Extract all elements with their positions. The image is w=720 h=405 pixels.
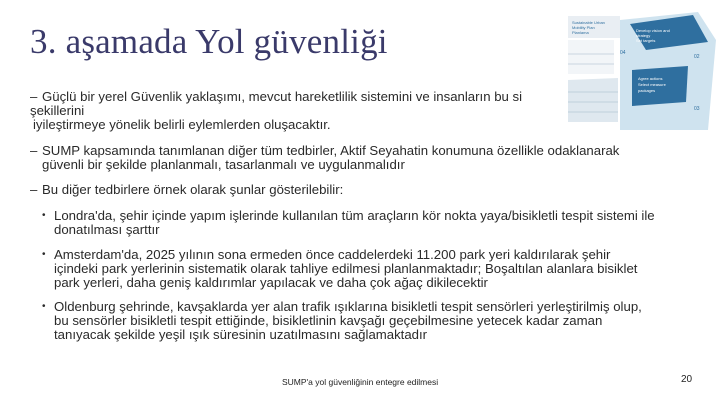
paragraph-line: iyileştirmeye yönelik belirli eylemlerden oluşacaktır. [33, 117, 331, 132]
paragraph-2 [30, 144, 619, 172]
bullet-line: donatılması şarttır [54, 222, 160, 237]
diagram-item-2: strategy [636, 33, 651, 38]
bullet-line: tanıyacak şekilde yeşil ışık süresinin uzatılmasını sağlamaktadır [54, 327, 428, 342]
diagram-center-title-2: Mobility Plan [572, 25, 595, 30]
bullet-line: Londra'da, şehir içinde yapım işlerinde kullanılan tüm araçların kör nokta yaya/bisikletli tespit sistemi ile [54, 208, 655, 223]
dash-marker: – [30, 89, 38, 104]
sump-cycle-diagram [548, 10, 716, 132]
diagram-number-3: 03 [694, 106, 700, 112]
bullet-oldenburg [42, 300, 702, 342]
diagram-center-title-3: Planlama [572, 30, 589, 35]
bullet-amsterdam [42, 248, 702, 290]
diagram-number-1: 04 [620, 50, 626, 56]
bullet-line: Amsterdam'da, 2025 yılının sona ermeden önce caddelerdeki 11.200 park yeri kaldırılarak şehir [54, 247, 611, 262]
slide-title: 3. aşamada Yol güvenliği [30, 22, 388, 61]
diagram-center-title-1: Sustainable Urban [572, 20, 605, 25]
diagram-item-5: Select measure [638, 82, 666, 87]
dash-marker: – [30, 182, 38, 197]
sump-cycle-graphic [548, 10, 716, 132]
diagram-item-6: packages [638, 88, 656, 93]
bullet-dot: • [42, 210, 46, 221]
paragraph-1 [30, 90, 522, 132]
bullet-london [42, 209, 702, 237]
bullet-line: bu sensörler bisikletli tespit ettiğinde, bisikletlinin kavşağı geçebilmesine yetecek kadar zaman [54, 313, 603, 328]
bullet-line: Oldenburg şehrinde, kavşaklarda yer alan trafik ışıklarına bisikletli tespit sensörleri yerleştirilmiş olup, [54, 299, 642, 314]
diagram-item-4: Agree actions [638, 76, 663, 81]
slide-footer: SUMP'a yol güvenliğinin entegre edilmesi [282, 377, 439, 387]
bullet-dot: • [42, 301, 46, 312]
diagram-item-1: Develop vision and [636, 28, 670, 33]
paragraph-line: güvenli bir şekilde planlanmalı, tasarlanmalı ve uygulanmalıdır [42, 157, 405, 172]
diagram-number-2: 02 [694, 54, 700, 60]
bullet-line: park yerleri, daha geniş kaldırımlar yapılacak ve daha çok ağaç dikilecektir [54, 275, 488, 290]
paragraph-line: SUMP kapsamında tanımlanan diğer tüm tedbirler, Aktif Seyahatin konumuna özellikle odaklanarak [42, 143, 620, 158]
paragraph-3 [30, 183, 343, 197]
bullet-dot: • [42, 249, 46, 260]
paragraph-line: Güçlü bir yerel Güvenlik yaklaşımı, mevcut hareketlilik sistemini ve insanların bu si [42, 89, 523, 104]
dash-marker: – [30, 143, 38, 158]
bullet-line: içindeki park yerlerinin sistematik olarak tahliye edilmesi planlanmaktadır; Boşaltılan alanlara bisiklet [54, 261, 638, 276]
paragraph-line: şekillerini [30, 103, 85, 118]
diagram-item-3: Set targets [636, 38, 656, 43]
page-number: 20 [681, 374, 693, 385]
paragraph-line: Bu diğer tedbirlere örnek olarak şunlar gösterilebilir: [42, 182, 344, 197]
